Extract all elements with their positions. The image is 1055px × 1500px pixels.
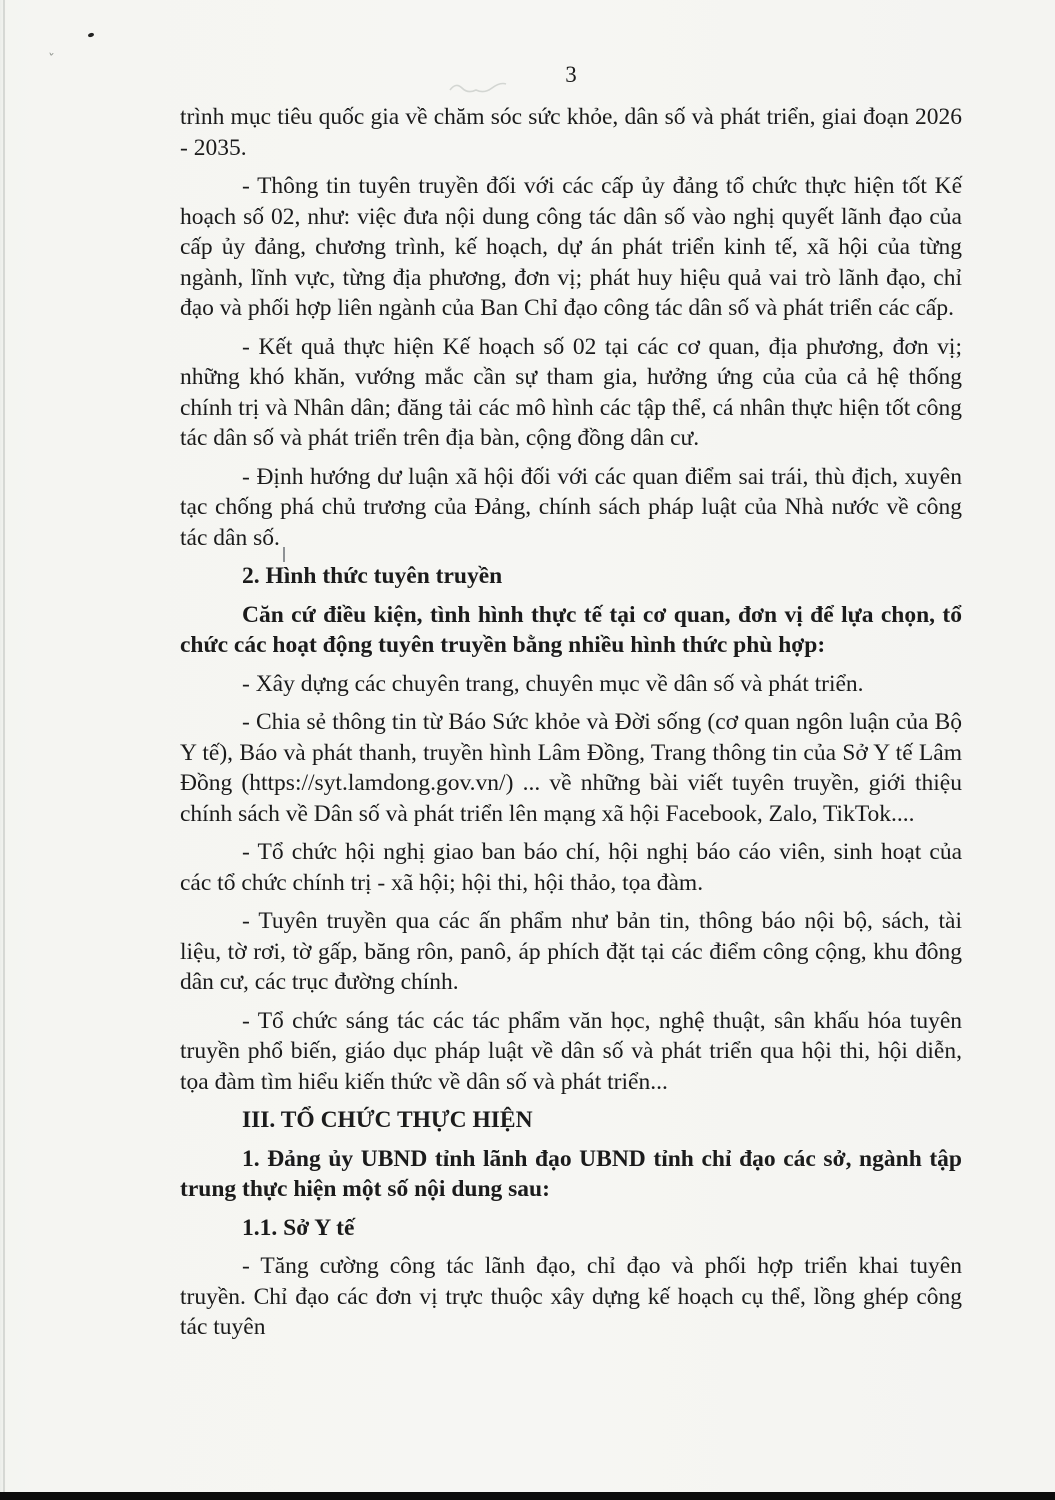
scan-edge-bottom (0, 1492, 1055, 1500)
subsection-heading-1: 1. Đảng ủy UBND tỉnh lãnh đạo UBND tỉnh chỉ đạo các sở, ngành tập trung thực hiện một số nội dung sau: (180, 1145, 962, 1202)
paragraph: - Thông tin tuyên truyền đối với các cấp ủy đảng tổ chức thực hiện tốt Kế hoạch số 02, như: việc đưa nội dung công tác dân số vào nghị quyết lãnh đạo của cấp ủy đảng, chương trình, kế hoạch, dự án phát triển kinh tế, xã hội của từng ngành, lĩnh vực, từng địa phương, đơn vị; phát huy hiệu quả vai trò lãnh đạo, chỉ đạo và phối hợp liên ngành của Ban Chỉ đạo công tác dân số và phát triển các cấp. (180, 173, 962, 321)
paragraph: - Chia sẻ thông tin từ Báo Sức khỏe và Đời sống (cơ quan ngôn luận của Bộ Y tế), Báo và phát thanh, truyền hình Lâm Đồng, Trang thông tin của Sở Y tế Lâm Đồng (https://syt.lamdong.gov.vn/) ... về những bài viết tuyên truyền, giới thiệu chính sách về Dân số và phát triển lên mạng xã hội Facebook, Zalo, TikTok.... (180, 709, 962, 827)
paragraph: - Định hướng dư luận xã hội đối với các quan điểm sai trái, thù địch, xuyên tạc chống phá chủ trương của Đảng, chính sách pháp luật của Nhà nước về công tác dân số. (180, 463, 962, 551)
paragraph-continuation: trình mục tiêu quốc gia về chăm sóc sức khỏe, dân số và phát triển, giai đoạn 2026 - 2035. (180, 104, 962, 161)
paragraph-bold: Căn cứ điều kiện, tình hình thực tế tại cơ quan, đơn vị để lựa chọn, tổ chức các hoạt động tuyên truyền bằng nhiều hình thức phù hợp: (180, 601, 962, 658)
subsection-heading-1-1: 1.1. Sở Y tế (242, 1214, 355, 1241)
paragraph: - Tuyên truyền qua các ấn phẩm như bản tin, thông báo nội bộ, sách, tài liệu, tờ rơi, tờ gấp, băng rôn, panô, áp phích đặt tại các điểm công cộng, khu đông dân cư, các trục đường chính. (180, 908, 962, 995)
ink-dot-artifact (88, 32, 95, 38)
paragraph: - Tổ chức sáng tác các tác phẩm văn học, nghệ thuật, sân khấu hóa tuyên truyền phổ biến, giáo dục pháp luật về dân số và phát triển qua hội thi, hội diễn, tọa đàm tìm hiểu kiến thức về dân số và phát triển... (180, 1007, 962, 1095)
paragraph: - Xây dựng các chuyên trang, chuyên mục về dân số và phát triển. (242, 670, 864, 697)
section-heading-2: 2. Hình thức tuyên truyền (242, 563, 503, 589)
paragraph: - Tổ chức hội nghị giao ban báo chí, hội nghị báo cáo viên, sinh hoạt của các tổ chức chính trị - xã hội; hội thi, hội thảo, tọa đàm. (180, 839, 962, 896)
document-body (180, 102, 962, 1351)
scan-edge-left (3, 0, 5, 1500)
section-heading-3: III. TỔ CHỨC THỰC HIỆN (242, 1107, 533, 1133)
paragraph: - Kết quả thực hiện Kế hoạch số 02 tại các cơ quan, địa phương, đơn vị; những khó khăn, vướng mắc cần sự tham gia, hưởng ứng của của cả hệ thống chính trị và Nhân dân; đăng tải các mô hình các tập thể, cá nhân thực hiện tốt công tác dân số và phát triển trên địa bàn, cộng đồng dân cư. (180, 333, 962, 451)
pen-tick-artifact: ˇ (45, 51, 56, 69)
paragraph: - Tăng cường công tác lãnh đạo, chỉ đạo và phối hợp triển khai tuyên truyền. Chỉ đạo các đơn vị trực thuộc xây dựng kế hoạch cụ thể, lồng ghép công tác tuyên (180, 1253, 962, 1340)
page-number: 3 (565, 62, 577, 87)
